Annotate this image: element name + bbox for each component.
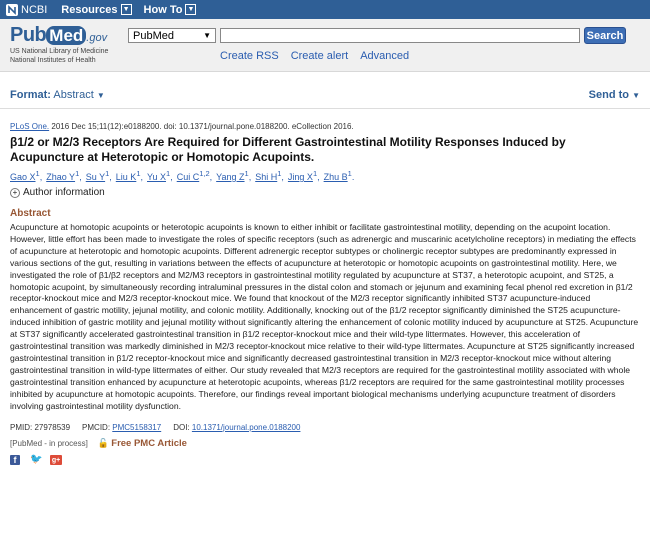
author-name: Shi H bbox=[255, 172, 278, 182]
send-to-control[interactable] bbox=[589, 89, 640, 101]
doi-label: DOI: bbox=[173, 422, 190, 432]
author-sup: 1 bbox=[277, 169, 282, 178]
resources-menu[interactable] bbox=[61, 4, 131, 16]
format-bar bbox=[0, 82, 650, 109]
article-title: β1/2 or M2/3 Receptors Are Required for Different Gastrointestinal Motility Responses Induced by Acupuncture at Heterotopic or Homotopic Acupoints. bbox=[10, 135, 566, 164]
author-name: Su Y bbox=[85, 172, 106, 182]
plus-circle-icon: + bbox=[10, 188, 20, 198]
pubmed-logo[interactable] bbox=[10, 24, 108, 65]
author-list bbox=[10, 169, 640, 182]
free-pmc-label: Free PMC Article bbox=[111, 437, 187, 449]
article-ids bbox=[10, 423, 640, 432]
send-to-label: Send to bbox=[588, 89, 630, 101]
database-select[interactable] bbox=[128, 28, 216, 43]
howto-menu[interactable] bbox=[144, 4, 197, 16]
author-name: Yang Z bbox=[216, 172, 245, 182]
search-links bbox=[220, 50, 409, 62]
google-plus-icon[interactable]: g+ bbox=[51, 456, 61, 464]
logo-med: Med bbox=[46, 26, 86, 45]
author-item[interactable]: Gao $X^1$, bbox=[10, 169, 43, 182]
ncbi-logo-icon bbox=[6, 4, 18, 16]
open-access-icon: 🔓 bbox=[97, 437, 110, 448]
format-control[interactable] bbox=[10, 89, 105, 101]
author-item[interactable]: Yu $X^1$, bbox=[147, 169, 173, 182]
advanced-link[interactable]: Advanced bbox=[360, 50, 410, 62]
search-input[interactable] bbox=[220, 28, 580, 43]
chevron-down-icon: ▼ bbox=[203, 31, 211, 40]
chevron-down-icon: ▼ bbox=[121, 4, 132, 15]
ncbi-topbar bbox=[0, 0, 650, 19]
author-sup: 1 bbox=[312, 169, 318, 178]
author-sup: 1 bbox=[105, 169, 110, 178]
author-sup: 1 bbox=[166, 169, 171, 178]
status-row bbox=[10, 438, 640, 449]
author-sup: 1 bbox=[35, 169, 40, 178]
author-name: Gao X bbox=[10, 172, 36, 182]
doi bbox=[173, 423, 300, 432]
logo-gov: .gov bbox=[86, 32, 108, 44]
author-sup: 1 bbox=[136, 169, 141, 178]
chevron-down-icon: ▼ bbox=[185, 4, 196, 15]
author-item[interactable]: Zhao $Y^1$, bbox=[46, 169, 82, 182]
author-name: Cui C bbox=[176, 172, 200, 182]
pubmed-status: [PubMed - in process] bbox=[10, 438, 88, 448]
caret-down-icon: ▼ bbox=[632, 91, 640, 100]
facebook-icon[interactable]: f bbox=[10, 455, 20, 465]
ncbi-label: NCBI bbox=[21, 3, 48, 16]
article-content bbox=[0, 122, 650, 465]
pmid: PMID: 27978539 bbox=[10, 422, 71, 432]
author-item[interactable]: Liu $K^1$, bbox=[115, 169, 143, 182]
ncbi-home-link[interactable] bbox=[6, 4, 47, 16]
pmcid-link[interactable]: PMC5158317 bbox=[112, 422, 162, 432]
create-rss-link[interactable]: Create RSS bbox=[220, 50, 279, 62]
logo-subtitle-2: National Institutes of Health bbox=[10, 57, 96, 64]
abstract-heading: Abstract bbox=[10, 208, 51, 219]
logo-pub: Pub bbox=[10, 24, 47, 46]
author-name: Jing X bbox=[287, 172, 313, 182]
create-alert-link[interactable]: Create alert bbox=[290, 50, 349, 62]
author-sup: 1 bbox=[347, 169, 352, 178]
pmcid bbox=[82, 423, 161, 432]
author-item[interactable]: Shi $H^1$, bbox=[255, 169, 284, 182]
twitter-icon[interactable]: 🐦 bbox=[30, 453, 43, 465]
author-sup: 1 bbox=[244, 169, 249, 178]
abstract-text: Acupuncture at homotopic acupoints or heterotopic acupoints is known to either inhibit or facilitate gastrointestinal motility, depending on the acupoint location. However, little effort has been made to investigate the roles of specific receptors (such as adrenergic and muscarinic acetylcholine receptors) in mediating the effects of acupuncture at heterotopic and homotopic acupoints. Different adrenergic receptor subtypes or cholinergic receptor subtypes are predominantly expressed in various sections of the gut, resulting in variations between the effects of acupuncture at heterotopic or homotopic acupoints on gastrointestinal motility. Here, we investigated the role of β1/β2 receptors and M2/M3 receptors in gastrointestinal motility regulated by acupuncture at ST37, a heterotopic acupoint, and ST25, a homotopic acupoint, by simultaneously recording intraluminal pressures in the distal colon and stomach or jejunum and examining fecal phenol red excretion in β1/2 receptor-knockout mice and M2/3 receptor-knockout mice. We found that knockout of the M2/3 receptor significantly inhibited ST37 acupuncture-induced enhancement of gastric motility, jejunal motility, and colonic motility. Additionally, knocking out of the β1/2 receptor significantly diminished the ST25 acupuncture-induced inhibition of gastric motility and jejunal motility without significantly altering the enhancement of colonic motility induced by acupuncture at ST25. Acupuncture at ST37 significantly accelerated gastrointestinal transition in β1/2 receptor-knockout mice and their wild-type littermates. However, this acceleration of gastrointestinal transition was markedly diminished in M2/3 receptor-knockout mice relative to their wild-type littermates. Acupuncture at ST25 significantly increased gastrointestinal transition in β1/2 receptor-knockout mice and significantly decreased gastrointestinal transition in M2/3 receptor-knockout mice without altering gastrointestinal transition in wild-type littermates of either. Our study revealed that M2/3 receptors are required for the gastrointestinal motility associated with whole gastrointestinal transition enhanced by acupuncture at heterotopic acupoints, whereas β1/2 receptors are required for the same gastrointestinal motility processes inhibited by acupuncture at homotopic acupoints. Therefore, our findings reveal important biological mechanisms underlying acupuncture treatment of disorders involving gastrointestinal motility dysfunction. bbox=[10, 222, 639, 411]
author-item[interactable]: Yang $Z^1$, bbox=[216, 169, 252, 182]
citation bbox=[10, 122, 640, 131]
author-name: Yu X bbox=[147, 172, 167, 182]
author-sup: 1 bbox=[75, 169, 80, 178]
author-item[interactable]: Jing $X^1$, bbox=[287, 169, 320, 182]
logo-subtitle-1: US National Library of Medicine bbox=[10, 48, 109, 55]
doi-link[interactable]: 10.1371/journal.pone.0188200 bbox=[191, 422, 301, 432]
author-item[interactable]: Su $Y^1$, bbox=[85, 169, 112, 182]
author-sup: 1,2 bbox=[199, 169, 210, 178]
pmcid-label: PMCID: bbox=[82, 422, 111, 432]
author-item[interactable]: Zhu $B^1$. bbox=[323, 169, 355, 182]
resources-label: Resources bbox=[61, 3, 118, 16]
author-info-toggle[interactable] bbox=[10, 187, 640, 198]
howto-label: How To bbox=[143, 3, 183, 16]
free-pmc-article-link[interactable] bbox=[98, 438, 187, 449]
author-name: Zhu B bbox=[323, 172, 348, 182]
author-name: Zhao Y bbox=[46, 172, 76, 182]
author-name: Liu K bbox=[115, 172, 137, 182]
caret-down-icon: ▼ bbox=[96, 91, 105, 100]
citation-details: 2016 Dec 15;11(12):e0188200. doi: 10.1371/journal.pone.0188200. eCollection 2016. bbox=[49, 122, 354, 131]
format-label: Format: bbox=[10, 89, 51, 101]
database-value: PubMed bbox=[133, 29, 174, 42]
search-button[interactable]: Search bbox=[584, 27, 626, 44]
journal-link[interactable]: PLoS One. bbox=[10, 122, 50, 131]
author-item[interactable]: Cui C$^{1,2}$, bbox=[176, 169, 213, 182]
author-info-label: Author information bbox=[23, 187, 105, 198]
social-share bbox=[10, 455, 640, 465]
format-value: Abstract bbox=[53, 89, 94, 101]
search-header bbox=[0, 19, 650, 72]
